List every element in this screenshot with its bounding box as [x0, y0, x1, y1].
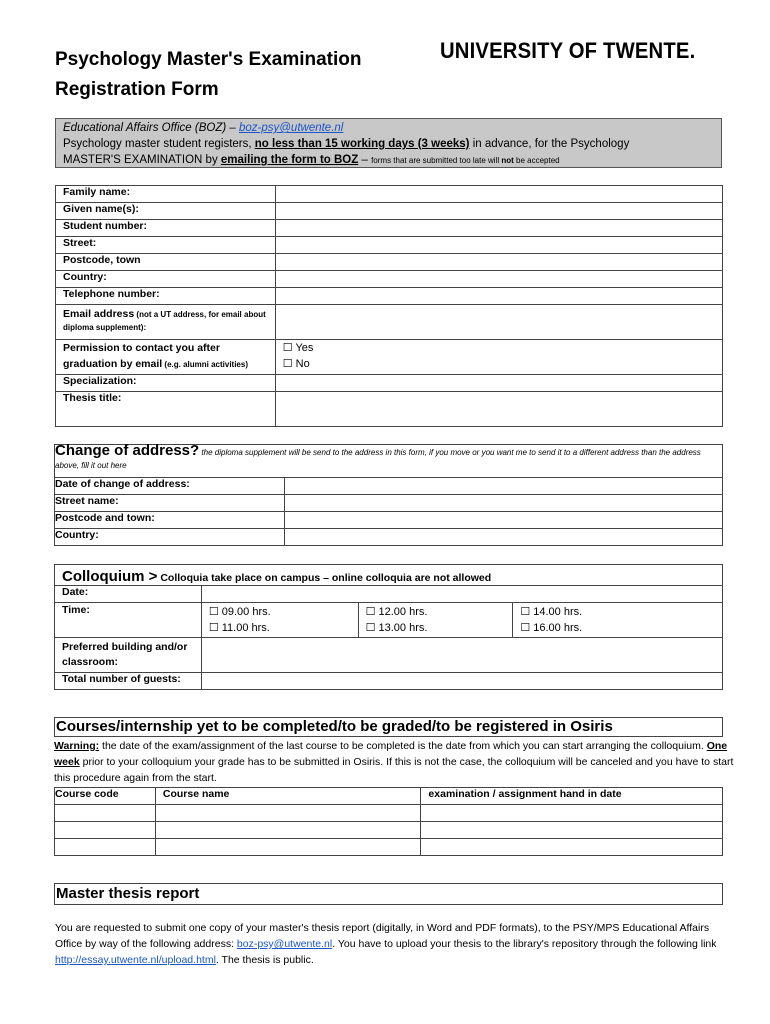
student-number-label: Student number: [56, 220, 276, 237]
new-postcode-field[interactable] [284, 512, 722, 529]
new-postcode-label: Postcode and town: [55, 512, 285, 529]
page-title [55, 45, 362, 105]
thesis-text-3: . The thesis is public. [215, 954, 314, 966]
specialization-field[interactable] [275, 375, 722, 392]
deadline-text: no less than 15 working days (3 weeks) [254, 138, 470, 150]
colloquium-date-label: Date: [55, 586, 202, 603]
course-code-cell[interactable] [55, 839, 156, 856]
postcode-label: Postcode, town [56, 254, 276, 271]
course-code-cell[interactable] [55, 822, 156, 839]
thesis-title-label: Thesis title: [56, 392, 276, 427]
time-slot-1300[interactable]: ☐ 13.00 hrs. [365, 622, 428, 634]
street-field[interactable] [275, 237, 722, 254]
telephone-label: Telephone number: [56, 288, 276, 305]
change-date-field[interactable] [284, 478, 722, 495]
colloquium-date-field[interactable] [201, 586, 722, 603]
time-slot-1200[interactable]: ☐ 12.00 hrs. [365, 606, 428, 618]
late-note: forms that are submitted too late will [371, 156, 502, 165]
student-number-field[interactable] [275, 220, 722, 237]
title-line-1: Psychology Master's Examination [55, 49, 362, 70]
email-instruction: emailing the form to BOZ [220, 154, 359, 166]
thesis-instructions [55, 920, 725, 968]
colloquium-subtitle: Colloquia take place on campus – online colloquia are not allowed [160, 572, 492, 584]
courses-title: Courses/internship yet to be completed/to be graded/to be registered in Osiris [56, 718, 613, 735]
country-label: Country: [56, 271, 276, 288]
new-street-label: Street name: [55, 495, 285, 512]
telephone-field[interactable] [275, 288, 722, 305]
office-name: Educational Affairs Office (BOZ) – [63, 122, 239, 134]
email-label-note: (not a UT address, for email about diploma supplement): [63, 310, 266, 332]
time-slot-0900[interactable]: ☐ 09.00 hrs. [208, 606, 271, 618]
thesis-email-link[interactable]: boz-psy@utwente.nl [236, 938, 333, 950]
colloquium-title: Colloquium > [62, 568, 158, 585]
course-code-header: Course code [55, 788, 156, 805]
family-name-label: Family name: [56, 186, 276, 203]
thesis-text-2: . You have to upload your thesis to the library's repository through the following link [332, 938, 717, 950]
colloquium-header [55, 565, 723, 586]
late-note-not: not [501, 156, 514, 165]
permission-no-checkbox[interactable]: ☐ No [282, 358, 310, 370]
new-country-label: Country: [55, 529, 285, 546]
thesis-text: You are requested to submit one copy of your master's thesis report (digitally, in Word and PDF formats), to the PSY/MPS Educational Affairs Office by way of the following address: [55, 922, 710, 950]
course-code-cell[interactable] [55, 805, 156, 822]
colloquium-table [54, 564, 723, 690]
title-line-2: Registration Form [55, 79, 219, 100]
upload-link[interactable]: http://essay.utwente.nl/upload.html [55, 954, 216, 966]
address-change-table [54, 444, 723, 546]
hand-in-date-cell[interactable] [421, 839, 723, 856]
email-field[interactable] [275, 305, 722, 340]
one-week-text: One week [54, 740, 728, 768]
time-column-1 [201, 603, 358, 638]
course-name-cell[interactable] [155, 822, 421, 839]
given-names-field[interactable] [275, 203, 722, 220]
permission-options [275, 340, 722, 375]
hand-in-date-header: examination / assignment hand in date [421, 788, 723, 805]
given-names-label: Given name(s): [56, 203, 276, 220]
thesis-header-box [54, 883, 723, 905]
info-text: MASTER'S EXAMINATION by [63, 154, 221, 166]
building-label: Preferred building and/or classroom: [55, 638, 202, 673]
permission-yes-checkbox[interactable]: ☐ Yes [282, 342, 314, 354]
info-text: Psychology master student registers, [63, 138, 255, 150]
permission-label [56, 340, 276, 375]
postcode-field[interactable] [275, 254, 722, 271]
warning-label: Warning: [54, 740, 100, 752]
info-text: in advance, for the Psychology [469, 138, 630, 150]
time-column-3 [513, 603, 723, 638]
courses-warning [54, 738, 734, 786]
time-slot-1400[interactable]: ☐ 14.00 hrs. [520, 606, 583, 618]
email-label [56, 305, 276, 340]
course-name-cell[interactable] [155, 839, 421, 856]
time-slot-1600[interactable]: ☐ 16.00 hrs. [520, 622, 583, 634]
hand-in-date-cell[interactable] [421, 822, 723, 839]
info-text: – [358, 154, 372, 166]
guests-field[interactable] [201, 673, 722, 690]
info-box [55, 118, 722, 168]
address-change-title: Change of address? [55, 442, 200, 459]
thesis-title-field[interactable] [275, 392, 722, 427]
building-field[interactable] [201, 638, 722, 673]
colloquium-time-label: Time: [55, 603, 202, 638]
hand-in-date-cell[interactable] [421, 805, 723, 822]
boz-email-link[interactable]: boz-psy@utwente.nl [238, 122, 344, 134]
course-name-cell[interactable] [155, 805, 421, 822]
time-column-2 [358, 603, 513, 638]
new-street-field[interactable] [284, 495, 722, 512]
university-logo: UNIVERSITY OF TWENTE. [440, 38, 696, 63]
course-name-header: Course name [155, 788, 421, 805]
new-country-field[interactable] [284, 529, 722, 546]
guests-label: Total number of guests: [55, 673, 202, 690]
courses-header-box [54, 717, 723, 737]
permission-label-text: Permission to contact you after graduation by email [63, 342, 220, 370]
warning-text: the date of the exam/assignment of the last course to be completed is the date from which you can start arranging the colloquium. [99, 740, 707, 752]
address-change-note: the diploma supplement will be send to the address in this form, if you move or you want me to send it to a different address than the address above, fill it out here [55, 448, 701, 470]
thesis-title: Master thesis report [56, 885, 200, 902]
warning-text-2: prior to your colloquium your grade has to be submitted in Osiris. If this is not the case, the colloquium will be canceled and you have to start this procedure again from the start. [54, 756, 734, 784]
courses-table [54, 787, 723, 856]
specialization-label: Specialization: [56, 375, 276, 392]
address-change-header [55, 442, 723, 478]
country-field[interactable] [275, 271, 722, 288]
street-label: Street: [56, 237, 276, 254]
late-note-end: be accepted [513, 156, 560, 165]
family-name-field[interactable] [275, 186, 722, 203]
permission-label-note: (e.g. alumni activities) [162, 360, 248, 369]
email-label-text: Email address [63, 308, 135, 320]
time-slot-1100[interactable]: ☐ 11.00 hrs. [208, 622, 270, 634]
change-date-label: Date of change of address: [55, 478, 285, 495]
personal-details-table [55, 185, 723, 427]
